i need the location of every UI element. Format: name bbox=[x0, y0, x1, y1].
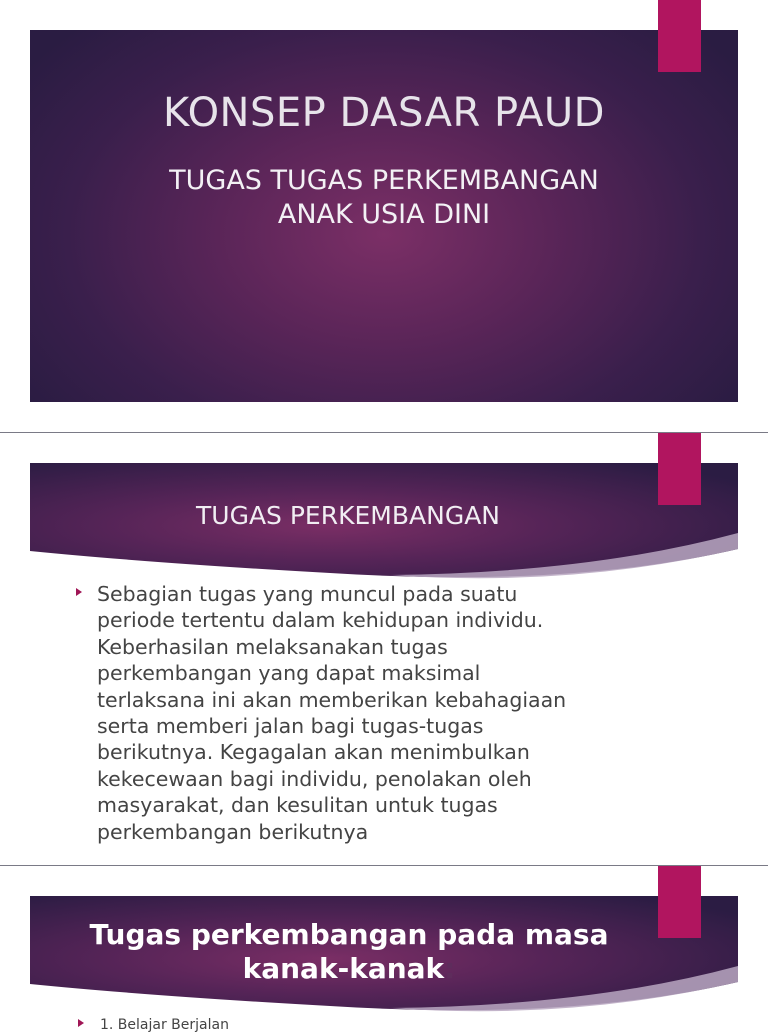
heading-colon: : bbox=[444, 952, 456, 985]
bullet-line: periode tertentu dalam kehidupan individu. bbox=[97, 608, 544, 633]
slide-heading: TUGAS PERKEMBANGAN bbox=[196, 501, 500, 530]
pink-accent-tab bbox=[658, 433, 701, 505]
heading-line: Tugas perkembangan pada masa bbox=[89, 918, 609, 951]
triangle-bullet-icon bbox=[76, 588, 82, 596]
bullet-line: Sebagian tugas yang muncul pada suatu bbox=[97, 582, 518, 606]
slide-body bbox=[76, 581, 636, 845]
pink-accent-tab bbox=[658, 866, 701, 938]
bullet-item bbox=[76, 581, 636, 845]
slide-heading bbox=[60, 918, 638, 986]
bullet-text: 1. Belajar Berjalan bbox=[100, 1017, 229, 1033]
subtitle-line: TUGAS TUGAS PERKEMBANGAN bbox=[169, 165, 599, 196]
bullet-item bbox=[78, 1016, 638, 1034]
pink-accent-tab bbox=[658, 0, 701, 72]
subtitle-line: ANAK USIA DINI bbox=[277, 199, 491, 230]
slide-title: KONSEP DASAR PAUD bbox=[163, 90, 605, 136]
slide-3 bbox=[0, 866, 768, 1033]
bullet-line: berikutnya. Kegagalan akan menimbulkan bbox=[97, 740, 530, 765]
slide-body bbox=[78, 1016, 638, 1034]
bullet-line: masyarakat, dan kesulitan untuk tugas bbox=[97, 793, 498, 818]
bullet-line: Keberhasilan melaksanakan tugas bbox=[97, 634, 448, 659]
slide-1 bbox=[0, 0, 768, 432]
slide-subtitle bbox=[100, 164, 668, 232]
bullet-line: perkembangan berikutnya bbox=[97, 819, 369, 844]
bullet-line: serta memberi jalan bagi tugas-tugas bbox=[97, 714, 484, 739]
heading-line bbox=[60, 952, 638, 986]
bullet-line: terlaksana ini akan memberikan kebahagiaan bbox=[97, 687, 567, 712]
triangle-bullet-icon bbox=[78, 1019, 84, 1027]
bullet-line: perkembangan yang dapat maksimal bbox=[97, 661, 481, 686]
slide-2 bbox=[0, 433, 768, 865]
bullet-line: kekecewaan bagi individu, penolakan oleh bbox=[97, 766, 532, 791]
heading-text: kanak-kanak bbox=[242, 952, 445, 985]
